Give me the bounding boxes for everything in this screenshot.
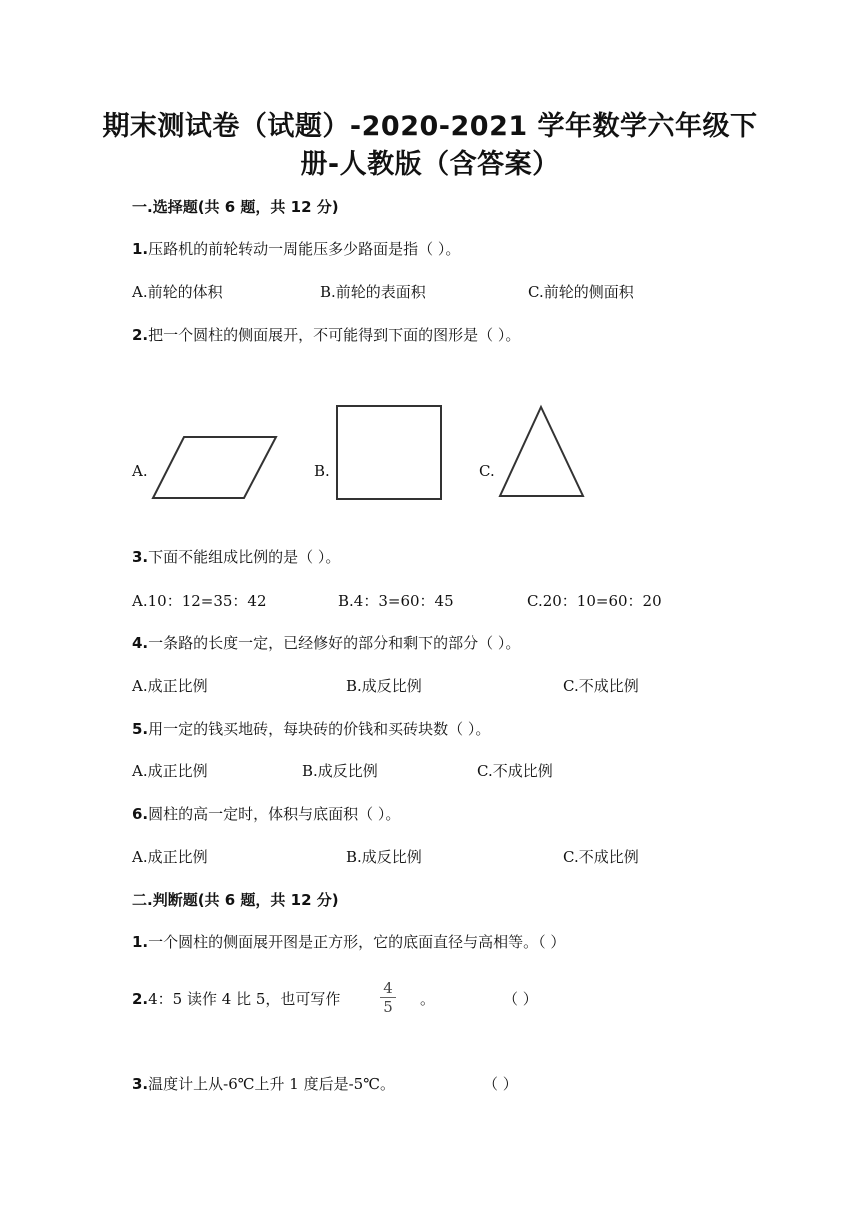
question-number: 5. [132,720,149,738]
judgement-question-3 [132,1073,395,1094]
q6-option-a: A.成正比例 [132,848,208,866]
q6-option-c: C.不成比例 [563,848,639,866]
question-number: 1. [132,933,149,951]
question-1 [132,238,460,259]
question-number: 6. [132,805,149,823]
fraction-denominator: 5 [383,998,393,1016]
question-text: 4：5 读作 4 比 5，也可写作 [148,990,341,1008]
section-heading-judgement: 二.判断题(共 6 题，共 12 分) [132,891,339,909]
triangle-figure [496,402,588,500]
question-text: 用一定的钱买地砖，每块砖的价钱和买砖块数（ ）。 [148,720,491,738]
question-text: 一条路的长度一定，已经修好的部分和剩下的部分（ ）。 [148,634,521,652]
question-3 [132,546,340,567]
document-title-line-2: 册-人教版（含答案） [300,149,560,180]
q6-option-b: B.成反比例 [346,848,422,866]
q1-option-a: A.前轮的体积 [132,283,223,301]
question-text: 下面不能组成比例的是（ ）。 [148,548,341,566]
question-number: 4. [132,634,149,652]
q2-option-a: A. [132,462,148,480]
parallelogram-figure [148,432,280,502]
question-number: 2. [132,326,149,344]
question-text: 温度计上从-6℃上升 1 度后是-5℃。 [148,1075,396,1093]
question-6 [132,803,400,824]
question-4 [132,632,520,653]
q4-option-a: A.成正比例 [132,677,208,695]
answer-parentheses: （ ） [503,990,538,1008]
q4-option-c: C.不成比例 [563,677,639,695]
question-number: 2. [132,990,149,1008]
q1-option-b: B.前轮的表面积 [320,283,426,301]
q3-option-b: B.4：3=60：45 [338,592,454,610]
document-title-line-1: 期末测试卷（试题）-2020-2021 学年数学六年级下 [102,111,758,142]
q3-option-a: A.10：12=35：42 [132,592,267,610]
answer-parentheses: （ ） [483,1075,518,1093]
question-5 [132,718,490,739]
question-number: 3. [132,1075,149,1093]
q4-option-b: B.成反比例 [346,677,422,695]
question-number: 1. [132,240,149,258]
q5-option-a: A.成正比例 [132,762,208,780]
q5-option-c: C.不成比例 [477,762,553,780]
q1-option-c: C.前轮的侧面积 [528,283,634,301]
question-text: 一个圆柱的侧面展开图是正方形，它的底面直径与高相等。（ ） [148,933,566,951]
judgement-question-1 [132,931,565,952]
question-text: 把一个圆柱的侧面展开，不可能得到下面的图形是（ ）。 [148,326,521,344]
question-tail: 。 [420,990,436,1008]
q2-option-b: B. [314,462,330,480]
q3-option-c: C.20：10=60：20 [527,592,662,610]
square-figure [333,403,445,501]
judgement-question-2 [132,988,340,1009]
section-heading-choice: 一.选择题(共 6 题，共 12 分) [132,198,339,216]
question-2 [132,324,520,345]
fraction-four-fifths [380,980,396,1015]
q5-option-b: B.成反比例 [302,762,378,780]
fraction-numerator: 4 [383,979,393,997]
q2-option-c: C. [479,462,495,480]
question-text: 压路机的前轮转动一周能压多少路面是指（ ）。 [148,240,461,258]
question-text: 圆柱的高一定时，体积与底面积（ ）。 [148,805,401,823]
question-number: 3. [132,548,149,566]
